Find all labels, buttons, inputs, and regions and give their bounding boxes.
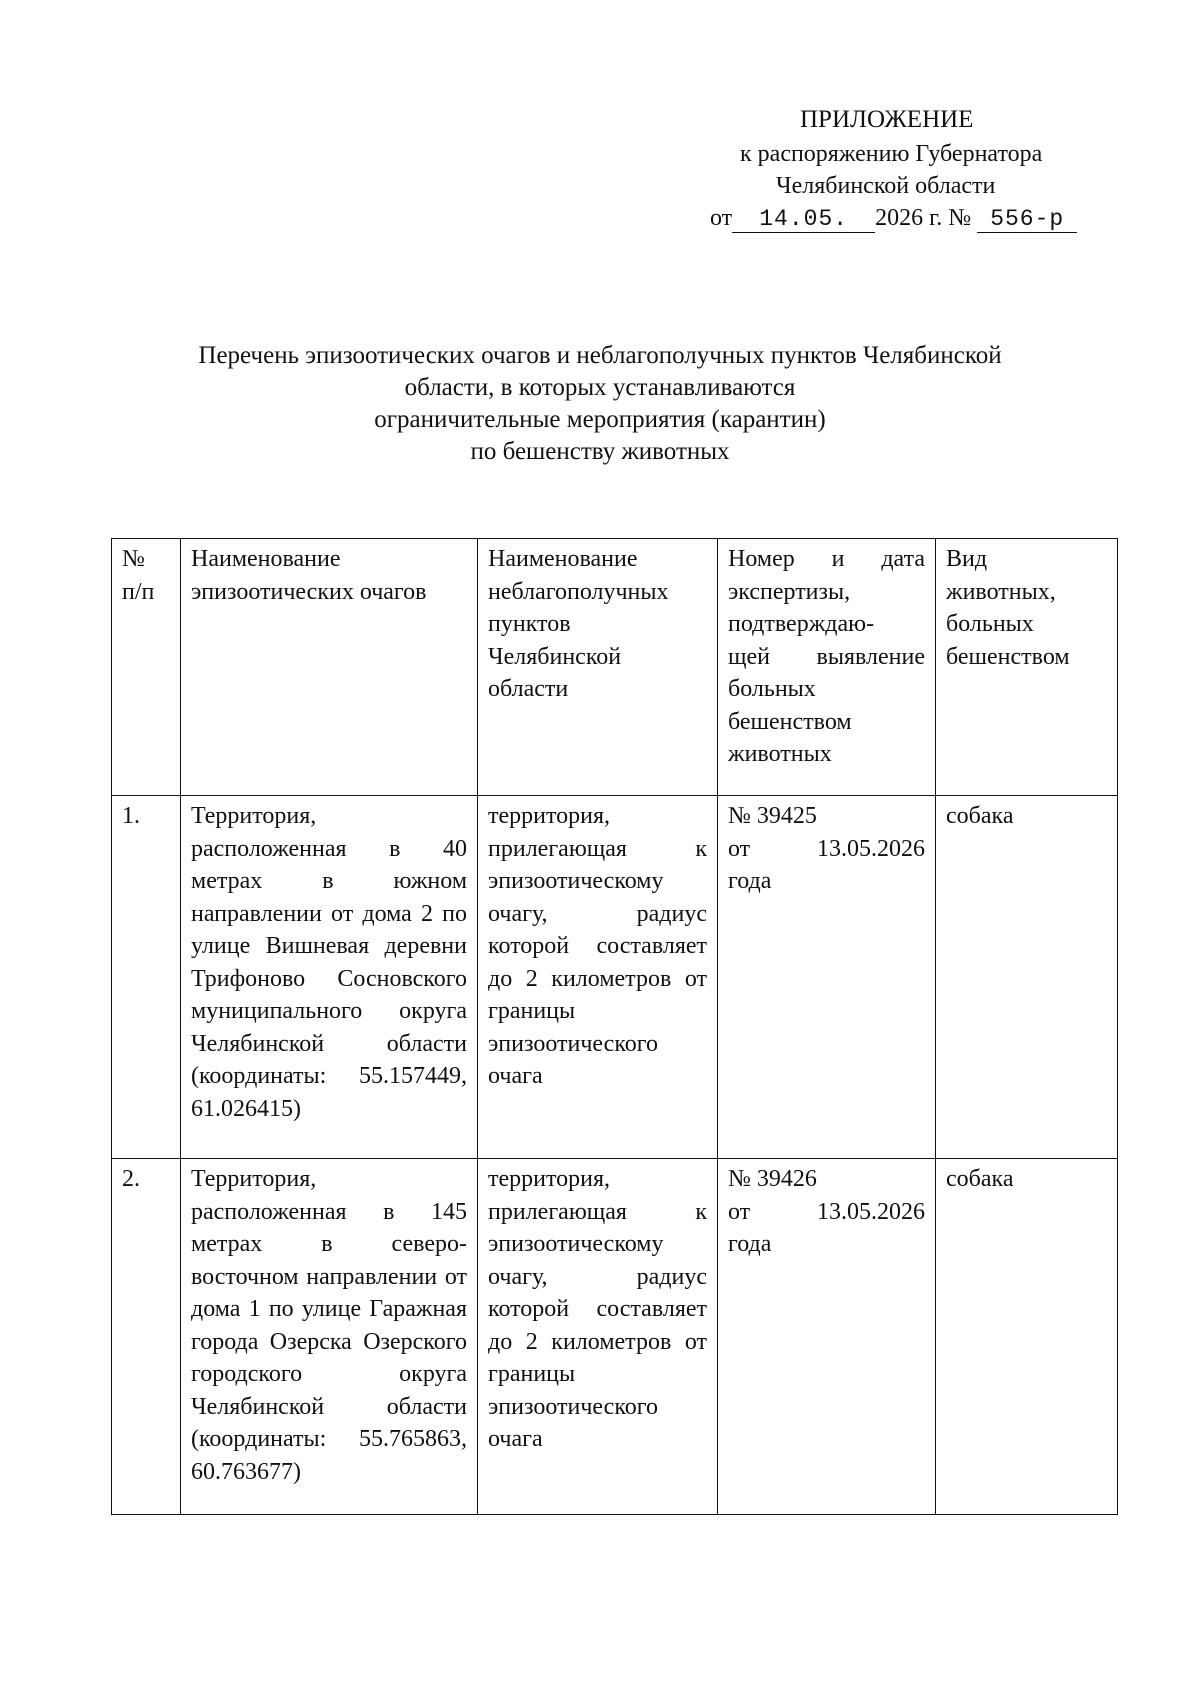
cell-num: 2. [112,1159,181,1515]
header-line: Наименование [488,546,638,572]
header-points [478,539,718,796]
header-line: области [488,676,569,702]
date-blank [732,205,875,233]
title-line: области, в которых устанавливаются [404,374,796,401]
appendix-title: ПРИЛОЖЕНИЕ [800,106,974,133]
header-line: эпизоотических очагов [191,578,427,605]
header-line: больных [728,676,816,702]
expertise-date: от 13.05.2026 [728,1198,925,1225]
cell-focus: Территория, расположенная в 40 метрах в южном направлении от дома 2 по улице Вишневая деревни Трифоново Сосновского муниципального округа Челябинской области (координаты: 55.157449, 61.026415) [181,796,478,1159]
expertise-date: от 13.05.2026 [728,835,925,862]
title-line: ограничительные мероприятия (карантин) [374,406,826,433]
header-line: п/п [122,578,155,605]
header-expertise [718,539,936,796]
registry-table [111,538,1118,1515]
title-line: по бешенству животных [470,438,730,465]
cell-focus: Территория, расположенная в 145 метрах в северо-восточном направлении от дома 1 по улице Гаражная города Озерска Озерского городского округа Челябинской области (координаты: 55.765863, 60.763677) [181,1159,478,1515]
header-focus [181,539,478,796]
header-line: больных [946,611,1034,637]
header-animal [936,539,1118,796]
header-line: бешенством [946,643,1070,670]
cell-points: территория, прилегающая к эпизоотическому очагу, радиус которой составляет до 2 километров от границы эпизоотического очага [478,1159,718,1515]
header-line: экспертизы, [728,578,851,605]
header-line: щей выявление [728,643,925,670]
cell-expertise [718,1159,936,1515]
cell-points: территория, прилегающая к эпизоотическому очагу, радиус которой составляет до 2 километров от границы эпизоотического очага [478,796,718,1159]
appendix-date-line [710,202,1077,234]
header-line: животных, [946,578,1056,605]
header-line: Наименование [191,546,341,572]
handwritten-date: 14.05. [759,206,849,232]
number-blank [977,205,1077,233]
cell-num: 1. [112,796,181,1159]
handwritten-number: 556-р [990,206,1065,232]
date-prefix: от [710,205,733,231]
header-line: Вид [946,546,988,572]
table-row [112,1159,1118,1515]
header-line: Номер и дата [728,546,925,572]
header-line: бешенством [728,708,852,735]
header-line: неблагополучных [488,578,669,605]
header-line: № [122,546,145,572]
appendix-to-line: к распоряжению Губернатора [740,141,1043,167]
header-line: пунктов [488,611,571,637]
year-text: 2026 г. № [875,205,972,231]
expertise-number: № 39425 [728,803,817,829]
document-title [150,340,1050,468]
header-line: подтверждаю- [728,611,875,637]
table-row [112,796,1118,1159]
header-line: животных [728,741,832,767]
cell-expertise [718,796,936,1159]
cell-animal: собака [936,796,1118,1159]
table-header-row [112,539,1118,796]
expertise-number: № 39426 [728,1166,817,1192]
header-num [112,539,181,796]
appendix-region-line: Челябинской области [776,173,996,199]
expertise-year: года [728,1231,772,1257]
header-line: Челябинской [488,643,622,670]
cell-animal: собака [936,1159,1118,1515]
title-line: Перечень эпизоотических очагов и неблагополучных пунктов Челябинской [198,342,1002,369]
expertise-year: года [728,868,772,894]
